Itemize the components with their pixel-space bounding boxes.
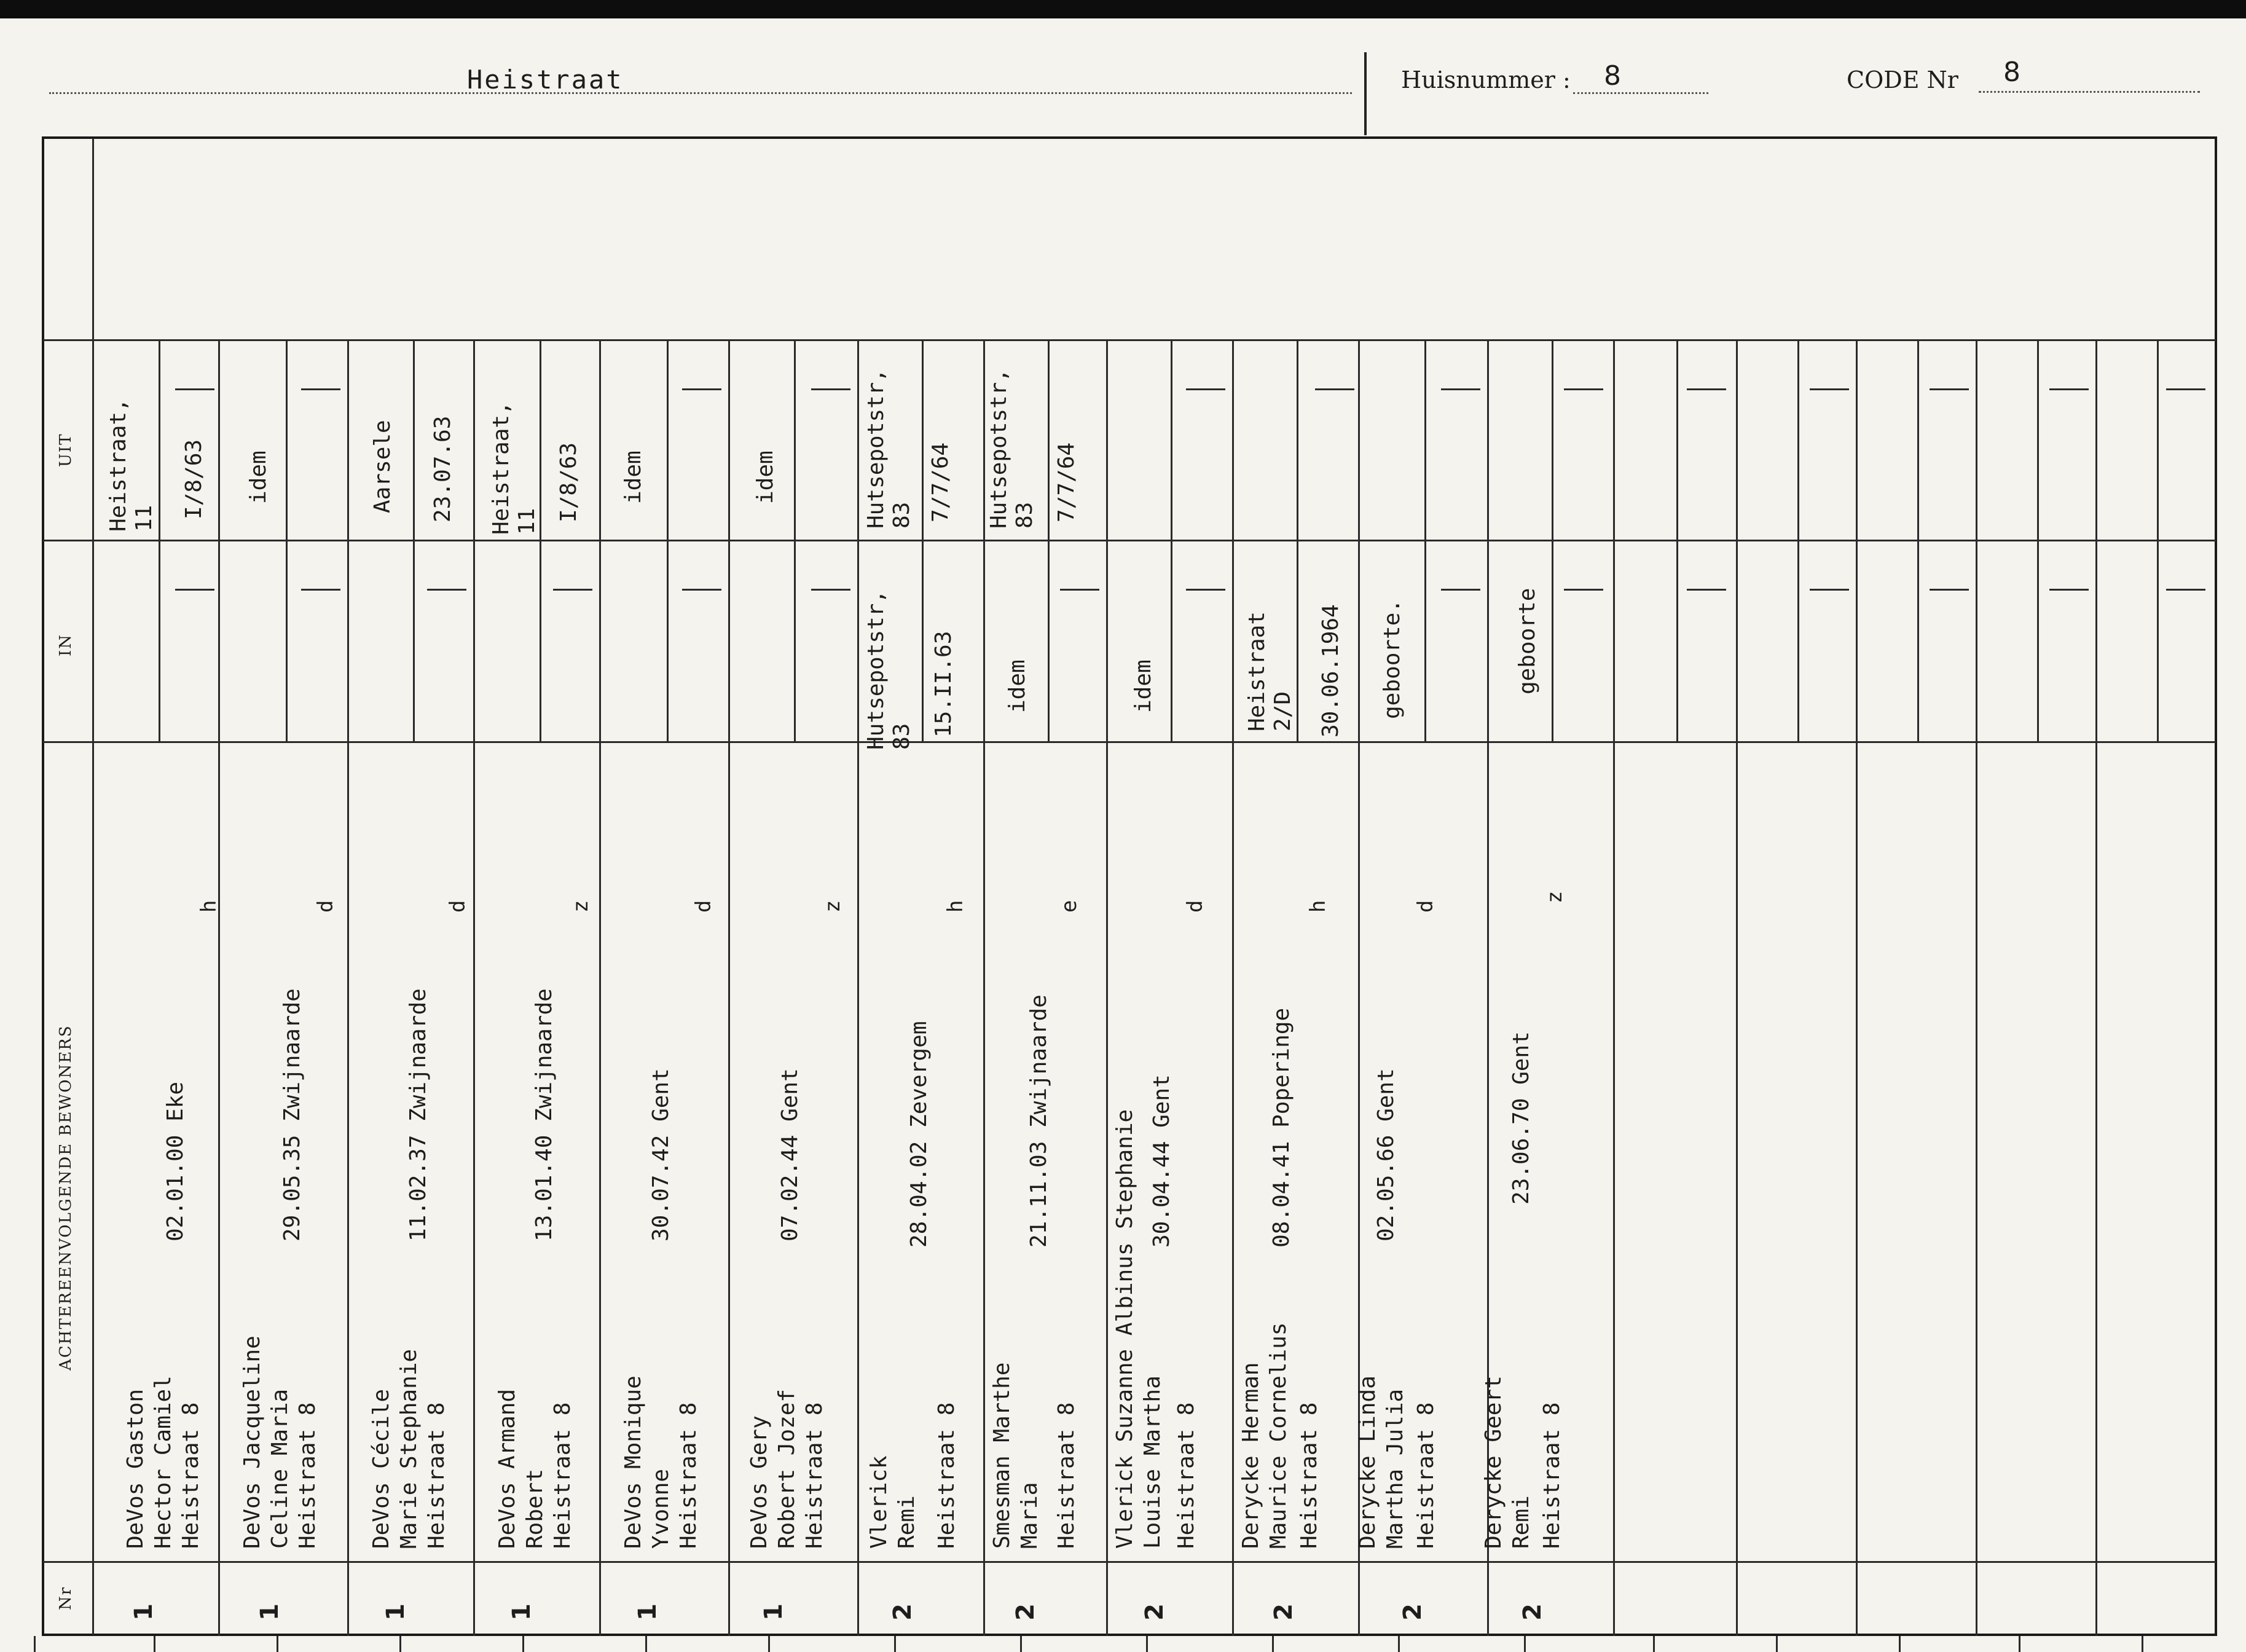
column-divider <box>347 339 349 1636</box>
column-divider <box>1232 339 1234 1636</box>
sub-column-divider <box>1676 339 1678 741</box>
column-divider <box>1976 339 1977 1636</box>
entry-nr: 2 <box>1011 1603 1040 1621</box>
sub-column-divider <box>286 339 288 741</box>
nr-top-line <box>43 1561 2216 1563</box>
street-name: Heistraat <box>467 65 624 95</box>
column-divider <box>599 339 601 1636</box>
resident-name-line1: Vlerick Suzanne Albinus Stephanie <box>1112 1109 1137 1549</box>
resident-address: Heistraat 8 <box>802 1402 827 1549</box>
resident-name-line1: Derycke Herman <box>1238 1362 1263 1549</box>
resident-address: Heistraat 8 <box>676 1402 701 1549</box>
entry-nr: 2 <box>1398 1603 1427 1621</box>
resident-name-line2: Hector Camiel <box>151 1375 176 1549</box>
uit-date: I/8/63 <box>556 442 581 522</box>
entry-nr: 1 <box>759 1603 788 1621</box>
empty-mark <box>1930 589 1969 591</box>
resident-name-line1: Vlerick <box>866 1455 892 1549</box>
uit-place: Hutsepotstr, 83 <box>863 368 914 529</box>
empty-mark <box>301 388 340 390</box>
in-place: geboorte. <box>1380 599 1405 719</box>
empty-mark <box>682 589 721 591</box>
resident-name-line1: DeVos Cécile <box>369 1388 394 1549</box>
in-place: idem <box>1131 659 1156 713</box>
empty-mark <box>1186 589 1225 591</box>
resident-address: Heistraat 8 <box>934 1402 959 1549</box>
column-divider <box>473 339 475 1636</box>
resident-address: Heistraat 8 <box>424 1402 449 1549</box>
resident-name-line1: Derycke Linda <box>1355 1375 1380 1549</box>
column-divider <box>728 339 730 1636</box>
in-place: Heistraat 2/D <box>1244 611 1295 731</box>
house-number-value: 8 <box>1604 60 1621 92</box>
in-top-line <box>43 540 2216 541</box>
resident-name-line2: Yvonne <box>648 1468 673 1549</box>
resident-birth: 13.01.40 Zwijnaarde <box>532 988 557 1241</box>
resident-name-line1: DeVos Gaston <box>123 1388 148 1549</box>
resident-birth: 08.04.41 Poperinge <box>1269 1007 1294 1248</box>
margin-tick <box>154 1636 155 1652</box>
empty-mark <box>2049 388 2089 390</box>
resident-address: Heistraat 8 <box>1539 1402 1565 1549</box>
household-role-mark: z <box>820 900 845 913</box>
uit-date: 23.07.63 <box>430 415 455 522</box>
uit-date: 7/7/64 <box>1054 442 1079 522</box>
margin-tick <box>1653 1636 1655 1652</box>
uit-date: 7/7/64 <box>928 442 953 522</box>
household-role-mark: d <box>1183 900 1207 913</box>
resident-name-line2: Robert <box>522 1468 548 1549</box>
resident-name-line1: Smesman Marthe <box>989 1362 1015 1549</box>
margin-tick <box>277 1636 278 1652</box>
in-place: geboorte <box>1515 588 1540 694</box>
entry-nr: 1 <box>507 1603 536 1621</box>
margin-tick <box>768 1636 770 1652</box>
sub-column-divider <box>667 339 669 741</box>
empty-mark <box>1930 388 1969 390</box>
empty-mark <box>2166 589 2205 591</box>
margin-tick <box>645 1636 647 1652</box>
resident-name-line1: Derycke Geert <box>1481 1375 1506 1549</box>
empty-mark <box>1810 388 1849 390</box>
margin-tick <box>1020 1636 1022 1652</box>
sub-column-divider <box>1797 339 1799 741</box>
in-date: 15.II.63 <box>931 631 956 738</box>
house-number-label: Huisnummer : <box>1401 66 1571 93</box>
entry-nr: 1 <box>255 1603 284 1621</box>
scan-top-edge <box>0 0 2246 18</box>
resident-name-line1: DeVos Gery <box>747 1415 772 1549</box>
sub-column-divider <box>540 339 541 741</box>
resident-name-line1: DeVos Armand <box>495 1388 520 1549</box>
resident-birth: 30.04.44 Gent <box>1149 1074 1174 1248</box>
resident-name-line2: Remi <box>1509 1495 1534 1549</box>
in-place: idem <box>1005 659 1030 713</box>
empty-mark <box>1564 589 1603 591</box>
resident-name-line2: Maurice Cornelius <box>1266 1322 1291 1549</box>
margin-tick <box>1776 1636 1778 1652</box>
margin-tick <box>1398 1636 1400 1652</box>
resident-name-line2: Celine Maria <box>267 1388 293 1549</box>
entry-nr: 1 <box>381 1603 410 1621</box>
resident-address: Heistraat 8 <box>178 1402 203 1549</box>
sub-column-divider <box>1424 339 1426 741</box>
column-divider <box>1856 339 1858 1636</box>
uit-date: I/8/63 <box>181 439 206 519</box>
household-role-mark: z <box>1542 891 1567 903</box>
resident-name-line2: Martha Julia <box>1383 1388 1408 1549</box>
resident-birth: 07.02.44 Gent <box>777 1068 803 1241</box>
empty-mark <box>553 589 592 591</box>
empty-mark <box>175 589 214 591</box>
sub-column-divider <box>1297 339 1298 741</box>
uit-column-header: UIT <box>57 433 75 467</box>
sub-column-divider <box>413 339 415 741</box>
sub-column-divider <box>2037 339 2039 741</box>
margin-tick <box>399 1636 401 1652</box>
residents-top-line <box>43 741 2216 743</box>
uit-place: Hutsepotstr, 83 <box>986 368 1037 529</box>
resident-address: Heistraat 8 <box>1413 1402 1439 1549</box>
resident-birth: 02.01.00 Eke <box>163 1081 188 1241</box>
header-divider <box>1364 52 1367 135</box>
residents-column-header: ACHTEREENVOLGENDE BEWONERS <box>57 1025 75 1371</box>
sub-column-divider <box>1552 339 1553 741</box>
column-divider <box>2095 339 2097 1636</box>
margin-tick <box>2019 1636 2020 1652</box>
column-divider <box>857 339 859 1636</box>
empty-mark <box>1564 388 1603 390</box>
empty-mark <box>1687 388 1726 390</box>
empty-mark <box>427 589 466 591</box>
uit-place: Heistraat, 11 <box>106 398 157 532</box>
empty-mark <box>2166 388 2205 390</box>
resident-name-line2: Marie Stephanie <box>396 1348 422 1549</box>
resident-address: Heistraat 8 <box>1297 1402 1322 1549</box>
sub-column-divider <box>794 339 796 741</box>
resident-address: Heistraat 8 <box>295 1402 320 1549</box>
entry-nr: 2 <box>1140 1603 1169 1621</box>
house-number-dotted-line <box>1573 92 1708 94</box>
household-role-mark: d <box>446 900 470 913</box>
sub-column-divider <box>1048 339 1050 741</box>
sub-column-divider <box>1171 339 1172 741</box>
empty-mark <box>811 388 850 390</box>
sub-column-divider <box>922 339 924 741</box>
in-date: 30.06.1964 <box>1318 604 1343 738</box>
empty-mark <box>175 388 214 390</box>
column-divider <box>1106 339 1108 1636</box>
empty-mark <box>1441 388 1480 390</box>
code-label: CODE Nr <box>1847 66 1958 93</box>
empty-mark <box>1315 388 1354 390</box>
margin-tick <box>894 1636 896 1652</box>
margin-tick <box>1524 1636 1526 1652</box>
resident-birth: 21.11.03 Zwijnaarde <box>1026 994 1051 1248</box>
label-column-divider <box>92 138 94 1635</box>
resident-address: Heistraat 8 <box>550 1402 575 1549</box>
column-divider <box>1736 339 1738 1636</box>
margin-tick <box>1146 1636 1148 1652</box>
household-role-mark: d <box>1413 900 1438 913</box>
resident-birth: 11.02.37 Zwijnaarde <box>406 988 431 1241</box>
margin-tick <box>522 1636 524 1652</box>
entry-nr: 2 <box>888 1603 917 1621</box>
uit-top-line <box>43 339 2216 341</box>
entry-nr: 1 <box>129 1603 158 1621</box>
empty-mark <box>811 589 850 591</box>
margin-tick <box>1272 1636 1274 1652</box>
resident-address: Heistraat 8 <box>1174 1402 1199 1549</box>
household-role-mark: z <box>568 900 593 913</box>
column-divider <box>983 339 985 1636</box>
column-divider <box>1613 339 1615 1636</box>
resident-name-line2: Maria <box>1017 1482 1042 1549</box>
resident-address: Heistraat 8 <box>1054 1402 1079 1549</box>
uit-place: Heistraat, 11 <box>489 401 540 535</box>
empty-mark <box>682 388 721 390</box>
in-column-header: IN <box>57 633 75 656</box>
resident-birth: 23.06.70 Gent <box>1509 1031 1534 1205</box>
sub-column-divider <box>159 339 160 741</box>
resident-name-line1: DeVos Monique <box>621 1375 646 1549</box>
resident-birth: 02.05.66 Gent <box>1373 1068 1399 1241</box>
margin-tick <box>34 1636 36 1652</box>
empty-mark <box>1186 388 1225 390</box>
empty-mark <box>1060 589 1099 591</box>
resident-name-line2: Louise Martha <box>1140 1375 1165 1549</box>
code-value: 8 <box>2003 57 2020 88</box>
empty-mark <box>1810 589 1849 591</box>
resident-birth: 29.05.35 Zwijnaarde <box>280 988 305 1241</box>
uit-place: idem <box>246 450 271 504</box>
in-place: Hutsepotstr, 83 <box>863 589 914 750</box>
empty-mark <box>1687 589 1726 591</box>
uit-place: idem <box>753 450 778 504</box>
household-role-mark: h <box>197 900 221 913</box>
resident-name-line1: DeVos Jacqueline <box>240 1335 265 1549</box>
resident-birth: 28.04.02 Zevergem <box>906 1021 932 1248</box>
column-divider <box>218 339 220 1636</box>
empty-mark <box>1441 589 1480 591</box>
sub-column-divider <box>2157 339 2159 741</box>
entry-nr: 2 <box>1518 1603 1547 1621</box>
resident-name-line2: Remi <box>894 1495 919 1549</box>
household-role-mark: d <box>313 900 338 913</box>
resident-name-line2: Robert Jozef <box>774 1388 799 1549</box>
household-role-mark: e <box>1057 900 1082 913</box>
resident-birth: 30.07.42 Gent <box>648 1068 673 1241</box>
uit-place: Aarsele <box>370 420 395 513</box>
entry-nr: 1 <box>633 1603 662 1621</box>
household-role-mark: d <box>691 900 716 913</box>
margin-tick <box>1899 1636 1901 1652</box>
margin-tick <box>2142 1636 2143 1652</box>
nr-column-header: Nr <box>57 1586 75 1610</box>
entry-nr: 2 <box>1269 1603 1298 1621</box>
code-dotted-line <box>1979 91 2200 93</box>
empty-mark <box>2049 589 2089 591</box>
sub-column-divider <box>1917 339 1919 741</box>
household-role-mark: h <box>943 900 968 913</box>
street-dotted-line <box>49 92 1352 94</box>
household-role-mark: h <box>1306 900 1330 913</box>
uit-place: idem <box>621 450 646 504</box>
empty-mark <box>301 589 340 591</box>
